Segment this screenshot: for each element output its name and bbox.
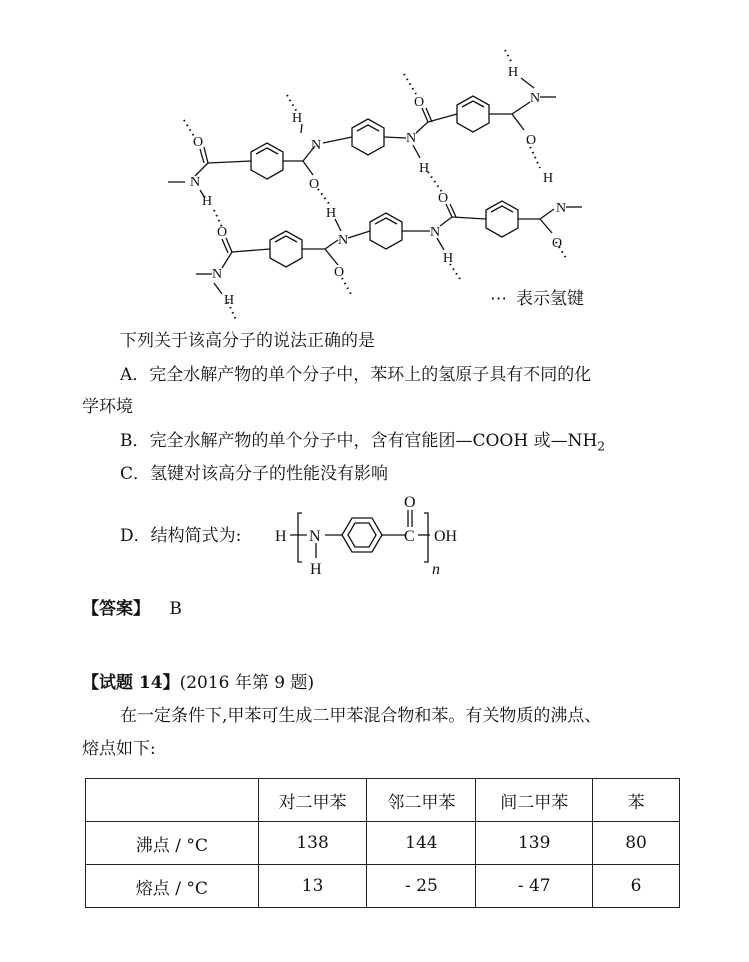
table-cell: 138 [258,822,367,865]
svg-text:H: H [292,111,303,126]
svg-text:O: O [309,177,320,192]
formula-nh: H [310,561,322,578]
answer-label: 【答案】 [82,599,150,619]
svg-text:H: H [202,194,213,209]
q14-body-line1: 在一定条件下,甲苯可生成二甲苯混合物和苯。有关物质的沸点、 [120,706,602,726]
svg-text:N: N [556,201,567,216]
polymer-structure-figure [150,45,610,335]
formula-oh: OH [434,528,458,545]
q14-title-rest: (2016 年第 9 题) [179,673,315,693]
answer-value: B [169,599,182,619]
table-header-row [86,779,680,822]
option-b-subscript: 2 [597,439,605,454]
svg-text:O: O [526,133,537,148]
svg-text:H: H [326,206,337,221]
svg-text:O: O [334,265,345,280]
table-cell: - 47 [476,865,593,908]
boiling-melting-table [85,778,680,908]
svg-text:O: O [552,236,563,251]
svg-text:N: N [338,233,349,248]
table-row [86,865,680,908]
svg-text:N: N [190,175,201,190]
q14-title [82,672,314,694]
table-cell: 对二甲苯 [258,779,367,822]
svg-text:O: O [193,135,204,150]
table-cell: 间二甲苯 [476,779,593,822]
table-cell: 邻二甲苯 [367,779,476,822]
table-cell [86,779,259,822]
table-cell: 6 [593,865,680,908]
table-cell: - 25 [367,865,476,908]
hydrogen-bond-dots [184,50,566,320]
table-cell: 144 [367,822,476,865]
formula-c: C [404,528,415,545]
option-d-label: D．结构简式为: [120,526,242,546]
option-a-line1: A．完全水解产物的单个分子中，苯环上的氢原子具有不同的化 [120,365,592,385]
question-stem: 下列关于该高分子的说法正确的是 [120,331,375,351]
svg-text:N: N [530,91,541,106]
table-cell: 80 [593,822,680,865]
table-cell: 13 [258,865,367,908]
q14-title-bold: 【试题 14】 [82,673,180,693]
legend-symbol: ⋯ [490,289,507,308]
svg-text:N: N [430,225,441,240]
svg-text:O: O [414,95,425,110]
answer-line [82,598,182,620]
table-cell: 沸点 / °C [86,822,259,865]
svg-text:H: H [443,251,454,266]
svg-text:N: N [311,138,322,153]
svg-text:N: N [212,267,223,282]
formula-o: O [404,494,416,511]
svg-text:N: N [406,131,417,146]
table-cell: 熔点 / °C [86,865,259,908]
option-a-line2: 学环境 [82,397,133,417]
option-b [120,430,605,457]
table-cell: 苯 [593,779,680,822]
formula-h: H [275,528,287,545]
q14-body-line2: 熔点如下: [82,739,156,759]
table-cell: 139 [476,822,593,865]
svg-text:H: H [543,171,554,186]
svg-text:O: O [217,225,228,240]
svg-text:O: O [438,191,449,206]
formula-subscript-n: n [432,561,440,578]
svg-text:H: H [508,65,519,80]
table-row [86,822,680,865]
formula-n: N [309,528,321,545]
svg-text:H: H [419,161,430,176]
atom-labels [190,65,566,308]
svg-text:H: H [224,293,235,308]
option-b-text: B．完全水解产物的单个分子中，含有官能团—COOH 或—NH [120,431,598,451]
option-c: C．氢键对该高分子的性能没有影响 [120,464,389,484]
option-d-formula [270,490,480,580]
legend-text: 表示氢键 [516,289,584,308]
